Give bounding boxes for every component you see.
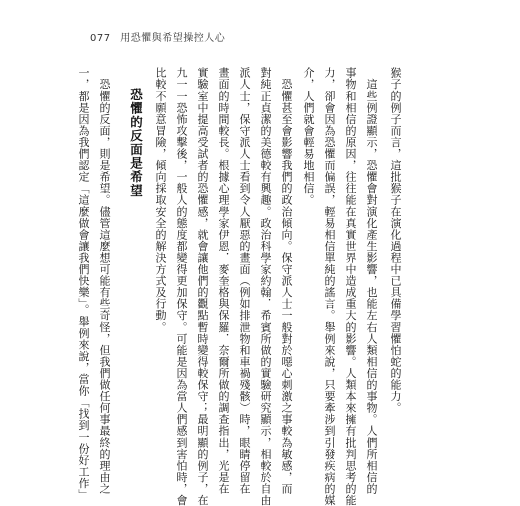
text-column: 一，都是因為我們認定「這麼做會讓我們快樂」。舉例來說，當你「找到一份好工作」 — [77, 67, 90, 501]
running-title: 用恐懼與希望操控人心 — [120, 33, 226, 44]
text-column: 九一一恐怖攻擊後，一般人的態度都變得更加保守。可能是因為當人們感到害怕時，會 — [175, 67, 188, 506]
text-column: 這些例證顯示，恐懼會對演化產生影響，也能左右人類相信的事物。人們所相信的 — [365, 67, 378, 495]
text-column: 力，卻會因為恐懼而偏誤，輕易相信單純的謠言。舉例來說，只要牽涉到引發疾病的媒 — [323, 67, 336, 506]
text-column: 對純正貞潔的美德較有興趣。政治科學家約翰．希賓所做的實驗研究顯示，相較於自由 — [259, 67, 272, 506]
text-column: 畫面的時間較長。根據心理學家伊恩．麥奎格與保羅．奈爾所做的調查指出，光是在 — [217, 67, 230, 495]
text-column: 介，人們就會輕易地相信。 — [302, 67, 315, 206]
text-column: 恐懼甚至會影響我們的政治傾向。保守派人士一般對於噁心刺激之事較為敏感，而 — [280, 67, 293, 495]
text-column: 事物和相信的原因，往往能在真實世界中造成重大的影響。人類本來擁有批判思考的能 — [344, 67, 357, 506]
section-heading: 恐懼的反面是希望 — [128, 88, 144, 198]
text-column: 比較不願意冒險，傾向採取安全的解決方式及行動。 — [154, 67, 167, 333]
text-column: 實驗室中提高受試者的恐懼感，就會讓他們的觀點暫時變得較保守；最明顯的例子，在 — [196, 67, 209, 506]
text-column: 恐懼的反面，則是希望。儘管這麼想可能有些奇怪，但我們做任何事最終的理由之 — [98, 67, 111, 495]
text-column: 猴子的例子而言，這批猴子在演化過程中已具備學習懼怕蛇的能力。 — [389, 67, 402, 414]
running-header — [90, 29, 225, 44]
page-number: 077 — [90, 33, 111, 44]
text-column: 派人士，保守派人士看到令人厭惡的畫面（例如排泄物和車禍殘骸）時，眼睛停留在 — [238, 67, 251, 495]
